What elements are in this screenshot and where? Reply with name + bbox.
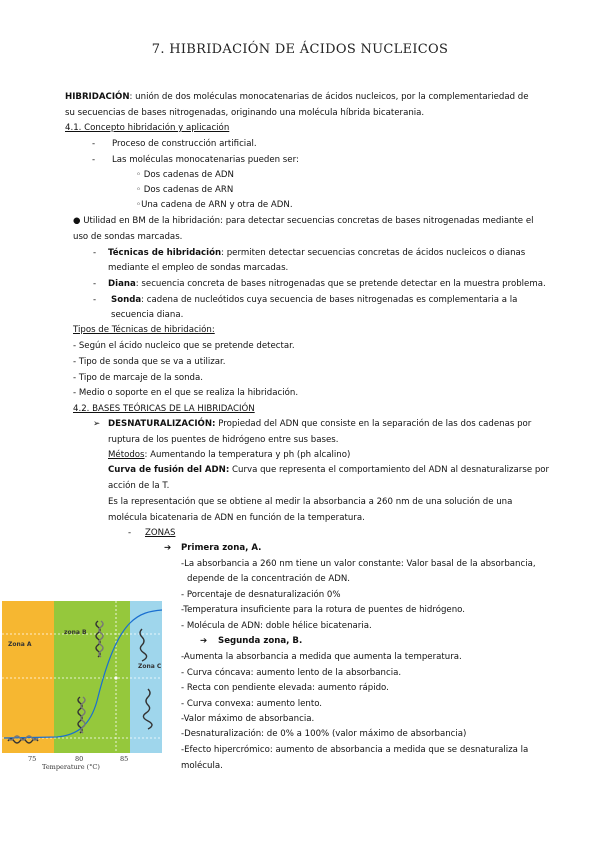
zona-a-item: - Molécula de ADN: doble hélice bicatenaria. [181, 621, 372, 631]
tipo-item: - Tipo de sonda que se va a utilizar. [73, 357, 226, 367]
tipo-item: - Medio o soporte en el que se realiza la hibridación. [73, 388, 299, 398]
tecnicas-line-2: mediante el empleo de sondas marcadas. [108, 263, 289, 273]
curva-line-2: acción de la T. [108, 481, 170, 491]
sonda-line-1 [111, 295, 517, 306]
zona-a-heading [181, 543, 261, 554]
metodos-line [108, 450, 350, 461]
sonda-text: : cadena de nucleótidos cuya secuencia de bases nitrogenadas es complementaria a la [141, 295, 518, 305]
metodos-text: : Aumentando la temperatura y ph (ph alcalino) [144, 450, 351, 460]
tecnicas-text: : permiten detectar secuencias concretas de ácidos nucleicos o dianas [221, 248, 526, 258]
sub-item: ◦Una cadena de ARN y otra de ADN. [136, 200, 293, 210]
list-item: Las moléculas monocatenarias pueden ser: [112, 155, 299, 165]
curva-term: Curva de fusión del ADN: [108, 465, 230, 475]
zona-b-item: - Curva convexa: aumento lento. [181, 699, 323, 709]
intro-text-1: : unión de dos moléculas monocatenarias de ácidos nucleicos, por la complementariedad de [129, 92, 529, 102]
list-dash: - [92, 139, 96, 149]
zona-a-item: -Temperatura insuficiente para la rotura de puentes de hidrógeno. [181, 605, 466, 615]
x-tick-label: 85 [120, 755, 129, 763]
sonda-line-2: secuencia diana. [111, 310, 184, 320]
tecnicas-term: Técnicas de hibridación [108, 248, 222, 258]
diana-term: Diana [108, 279, 136, 289]
representacion-line-2: molécula bicatenaria de ADN en función de la temperatura. [108, 513, 365, 523]
zone-b-label: zona B [64, 629, 87, 636]
sub-item: ◦ Dos cadenas de ADN [136, 170, 234, 180]
x-tick-label: 80 [75, 755, 84, 763]
melting-curve-figure [2, 601, 162, 753]
x-tick-label: 75 [28, 755, 37, 763]
zona-b-item: -Efecto hipercrómico: aumento de absorbancia a medida que se desnaturaliza la [181, 745, 529, 755]
arrow-right-icon: ➔ [200, 636, 208, 646]
desnaturalizacion-line-2: ruptura de los puentes de hidrógeno entre sus bases. [108, 435, 339, 445]
zona-b-item: molécula. [181, 761, 223, 771]
desnaturalizacion-line-1 [108, 419, 531, 430]
intro-term: HIBRIDACIÓN [65, 92, 130, 102]
zona-a-item: - Porcentaje de desnaturalización 0% [181, 590, 341, 600]
tipos-heading: Tipos de Técnicas de hibridación: [73, 325, 215, 335]
zone-a-label: Zona A [8, 641, 32, 648]
single-strand-c2-icon [143, 689, 152, 729]
zone-c-label: Zona C [138, 663, 162, 670]
zona-b-heading-text: Segunda zona, B. [218, 636, 303, 646]
list-dash: - [92, 155, 96, 165]
list-dash: - [93, 248, 97, 258]
zona-b-heading [218, 636, 302, 647]
list-dash: - [93, 279, 97, 289]
utility-line-1: ● Utilidad en BM de la hibridación: para detectar secuencias concretas de bases nitrogenadas mediante el [73, 216, 534, 226]
sonda-term: Sonda [111, 295, 142, 305]
utility-line-2: uso de sondas marcadas. [73, 232, 183, 242]
sub-item: ◦ Dos cadenas de ARN [136, 185, 234, 195]
zona-b-item: - Curva cóncava: aumento lento de la absorbancia. [181, 668, 402, 678]
intro-line-1 [65, 92, 529, 103]
list-dash: - [128, 528, 132, 538]
zona-b-item: -Aumenta la absorbancia a medida que aumenta la temperatura. [181, 652, 462, 662]
list-dash: - [93, 295, 97, 305]
curva-text: Curva que representa el comportamiento del ADN al desnaturalizarse por [229, 465, 550, 475]
tipo-item: - Según el ácido nucleico que se pretende detectar. [73, 341, 295, 351]
curva-line-1 [108, 465, 549, 476]
page-title: 7. HIBRIDACIÓN DE ÁCIDOS NUCLEICOS [151, 42, 449, 57]
melting-curve-svg [2, 601, 162, 753]
zonas-heading: ZONAS [145, 528, 176, 538]
section-4-1-heading: 4.1. Concepto hibridación y aplicación [65, 123, 230, 133]
tm-point [114, 676, 117, 679]
section-4-2-heading: 4.2. BASES TEÓRICAS DE LA HIBRIDACIÓN [73, 404, 255, 414]
arrow-right-icon: ➔ [164, 543, 172, 553]
desnaturalizacion-term: DESNATURALIZACIÓN: [108, 419, 216, 429]
x-axis-label: Temperature (°C) [42, 763, 100, 771]
list-item: Proceso de construcción artificial. [112, 139, 257, 149]
desnaturalizacion-text: Propiedad del ADN que consiste en la separación de las dos cadenas por [215, 419, 532, 429]
zona-a-heading-text: Primera zona, A. [181, 543, 262, 553]
zona-b-item: -Desnaturalización: de 0% a 100% (valor máximo de absorbancia) [181, 729, 467, 739]
tecnicas-line-1 [108, 248, 525, 259]
diana-text: : secuencia concreta de bases nitrogenadas que se pretende detectar en la muestra problema. [135, 279, 546, 289]
arrow-bullet-icon: ➢ [93, 419, 101, 429]
tipo-item: - Tipo de marcaje de la sonda. [73, 373, 203, 383]
diana-line [108, 279, 546, 290]
intro-line-2: su secuencias de bases nitrogenadas, originando una molécula híbrida bicaterania. [65, 108, 425, 118]
representacion-line-1: Es la representación que se obtiene al medir la absorbancia a 260 nm de una solución de una [108, 497, 513, 507]
zona-a-item: depende de la concentración de ADN. [187, 574, 351, 584]
zona-b-item: - Recta con pendiente elevada: aumento rápido. [181, 683, 389, 693]
metodos-term: Métodos [108, 450, 145, 460]
zona-a-item: -La absorbancia a 260 nm tiene un valor constante: Valor basal de la absorbancia, [181, 559, 536, 569]
zona-b-item: -Valor máximo de absorbancia. [181, 714, 315, 724]
